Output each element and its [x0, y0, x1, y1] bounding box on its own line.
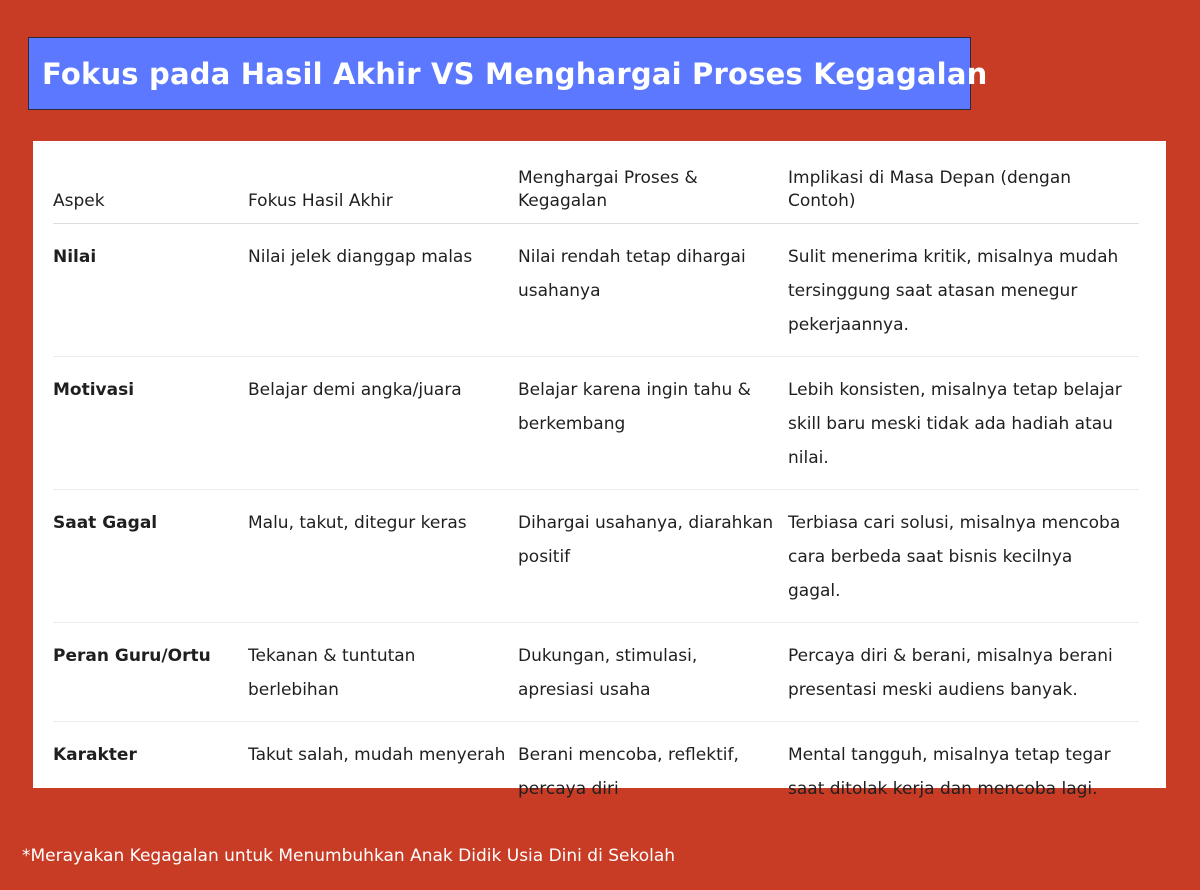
row-aspek: Peran Guru/Ortu: [53, 623, 248, 722]
table-row: [53, 490, 1139, 623]
title-banner: [28, 37, 988, 110]
header-menghargai-proses: Menghargai Proses & Kegagalan: [518, 155, 788, 224]
comparison-table: [53, 155, 1139, 820]
source-footnote: *Merayakan Kegagalan untuk Menumbuhkan Anak Didik Usia Dini di Sekolah: [22, 846, 676, 866]
row-menghargai-proses: Nilai rendah tetap dihargai usahanya: [518, 224, 788, 357]
row-aspek: Motivasi: [53, 357, 248, 490]
row-aspek: Nilai: [53, 224, 248, 357]
row-implikasi: Terbiasa cari solusi, misalnya mencoba cara berbeda saat bisnis kecilnya gagal.: [788, 490, 1139, 623]
header-aspek: Aspek: [53, 155, 248, 224]
row-fokus-hasil: Belajar demi angka/juara: [248, 357, 518, 490]
page-title: Fokus pada Hasil Akhir VS Menghargai Proses Kegagalan: [42, 56, 988, 91]
row-menghargai-proses: Dihargai usahanya, diarahkan positif: [518, 490, 788, 623]
row-aspek: Karakter: [53, 745, 137, 765]
row-menghargai-proses: Dukungan, stimulasi, apresiasi usaha: [518, 623, 788, 722]
row-aspek: Saat Gagal: [53, 490, 248, 623]
table-row: [53, 224, 1139, 357]
row-fokus-hasil: Nilai jelek dianggap malas: [248, 224, 518, 357]
header-implikasi: Implikasi di Masa Depan (dengan Contoh): [788, 155, 1139, 224]
row-implikasi: Lebih konsisten, misalnya tetap belajar skill baru meski tidak ada hadiah atau nilai.: [788, 357, 1139, 490]
row-fokus-hasil: Tekanan & tuntutan berlebihan: [248, 623, 518, 722]
table-row: [53, 722, 1139, 821]
header-fokus-hasil-akhir: Fokus Hasil Akhir: [248, 155, 518, 224]
row-implikasi: Sulit menerima kritik, misalnya mudah tersinggung saat atasan menegur pekerjaannya.: [788, 224, 1139, 357]
row-fokus-hasil: Malu, takut, ditegur keras: [248, 490, 518, 623]
table-header-row: [53, 155, 1139, 224]
row-menghargai-proses: Belajar karena ingin tahu & berkembang: [518, 357, 788, 490]
comparison-card: [33, 141, 1166, 799]
row-implikasi: Mental tangguh, misalnya tetap tegar saat ditolak kerja dan mencoba lagi.: [788, 745, 1111, 799]
row-implikasi: Percaya diri & berani, misalnya berani presentasi meski audiens banyak.: [788, 623, 1139, 722]
row-fokus-hasil: Takut salah, mudah menyerah: [248, 745, 506, 765]
table-row: [53, 357, 1139, 490]
row-menghargai-proses: Berani mencoba, reflektif, percaya diri: [518, 745, 739, 799]
table-row: [53, 623, 1139, 722]
